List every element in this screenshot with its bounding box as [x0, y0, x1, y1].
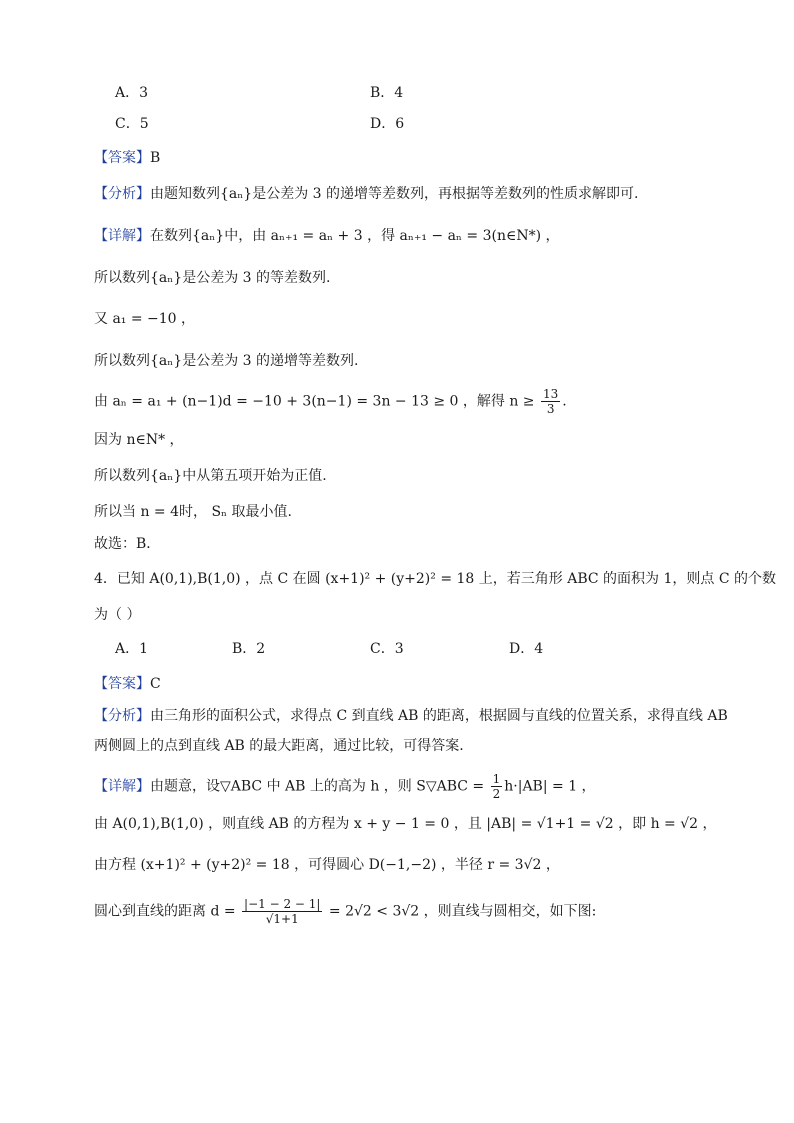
- q4-analysis-line-2: 两侧圆上的点到直线 AB 的最大距离，通过比较，可得答案.: [94, 738, 464, 754]
- q4-stem-line-1: 4．已知 A(0,1),B(1,0) ，点 C 在圆 (x+1)² + (y+2)² = 18 上，若三角形 ABC 的面积为 1，则点 C 的个数: [94, 571, 777, 587]
- q3-option-d: D．6: [370, 116, 405, 132]
- q4-option-b: B．2: [232, 641, 266, 657]
- detail-text: 在数列{aₙ}中，由 aₙ₊₁ = aₙ + 3 ，得 aₙ₊₁ − aₙ = 3(n∈N*) ，: [150, 228, 560, 244]
- answer-value: C: [150, 676, 161, 692]
- detail-suffix: h·|AB| = 1 ，: [504, 778, 596, 795]
- q4-option-d: D．4: [509, 641, 544, 657]
- q3-option-a: A．3: [115, 85, 149, 101]
- q3-line-1: 所以数列{aₙ}是公差为 3 的等差数列.: [94, 270, 331, 286]
- q3-line-7: 所以当 n = 4时， Sₙ 取最小值.: [94, 504, 293, 520]
- fraction: [541, 387, 560, 416]
- q3-option-b: B．4: [370, 85, 404, 101]
- q4-line-2: 由方程 (x+1)² + (y+2)² = 18 ，可得圆心 D(−1,−2) ，半径 r = 3√2 ，: [94, 857, 560, 873]
- q3-line-2: 又 a₁ = −10 ，: [94, 311, 196, 327]
- fraction-denominator: 2: [492, 787, 501, 801]
- q3-detail-line: [94, 226, 560, 246]
- fraction: [242, 897, 322, 926]
- q4-option-c: C．3: [370, 641, 404, 657]
- q4-line-3: [94, 897, 596, 926]
- fraction-numerator: 13: [543, 387, 559, 401]
- q3-option-c: C．5: [115, 116, 149, 132]
- answer-tag: 【答案】: [94, 150, 150, 166]
- q4-line-3-prefix: 圆心到直线的距离 d =: [94, 903, 236, 920]
- detail-tag: 【详解】: [94, 778, 150, 795]
- analysis-text: 由三角形的面积公式，求得点 C 到直线 AB 的距离，根据圆与直线的位置关系，求得直线 AB: [150, 708, 728, 724]
- answer-value: B: [150, 150, 161, 166]
- detail-tag: 【详解】: [94, 228, 150, 244]
- q3-line-8: 故选：B．: [94, 536, 161, 552]
- fraction: [491, 772, 503, 801]
- q3-analysis-line: [94, 184, 638, 204]
- q4-stem-line-2: 为（ ）: [94, 607, 141, 623]
- q3-answer-line: [94, 148, 160, 168]
- q3-line-3: 所以数列{aₙ}是公差为 3 的递增等差数列.: [94, 353, 359, 369]
- q3-line-4-suffix: .: [562, 393, 567, 410]
- q3-line-4-prefix: 由 aₙ = a₁ + (n−1)d = −10 + 3(n−1) = 3n − 13 ≥ 0 ，解得 n ≥: [94, 393, 535, 410]
- q4-analysis-line-1: [94, 706, 728, 726]
- q4-detail-line: [94, 772, 596, 801]
- q4-option-a: A．1: [115, 641, 149, 657]
- analysis-tag: 【分析】: [94, 708, 150, 724]
- fraction-denominator: √1+1: [265, 912, 299, 926]
- analysis-tag: 【分析】: [94, 186, 150, 202]
- q3-line-6: 所以数列{aₙ}中从第五项开始为正值.: [94, 468, 327, 484]
- fraction-numerator: |−1 − 2 − 1|: [244, 897, 321, 911]
- q4-answer-line: [94, 674, 161, 694]
- answer-tag: 【答案】: [94, 676, 150, 692]
- q3-line-4: [94, 387, 567, 416]
- q4-line-1: 由 A(0,1),B(1,0) ，则直线 AB 的方程为 x + y − 1 = 0 ，且 |AB| = √1+1 = √2 ，即 h = √2 ，: [94, 816, 717, 832]
- fraction-numerator: 1: [492, 772, 501, 786]
- detail-prefix: 由题意，设▽ABC 中 AB 上的高为 h ，则 S▽ABC =: [150, 778, 485, 795]
- fraction-denominator: 3: [546, 402, 555, 416]
- q3-line-5: 因为 n∈N* ，: [94, 432, 184, 448]
- q4-line-3-suffix: = 2√2 < 3√2 ，则直线与圆相交，如下图:: [328, 903, 597, 920]
- analysis-text: 由题知数列{aₙ}是公差为 3 的递增等差数列，再根据等差数列的性质求解即可.: [150, 186, 639, 202]
